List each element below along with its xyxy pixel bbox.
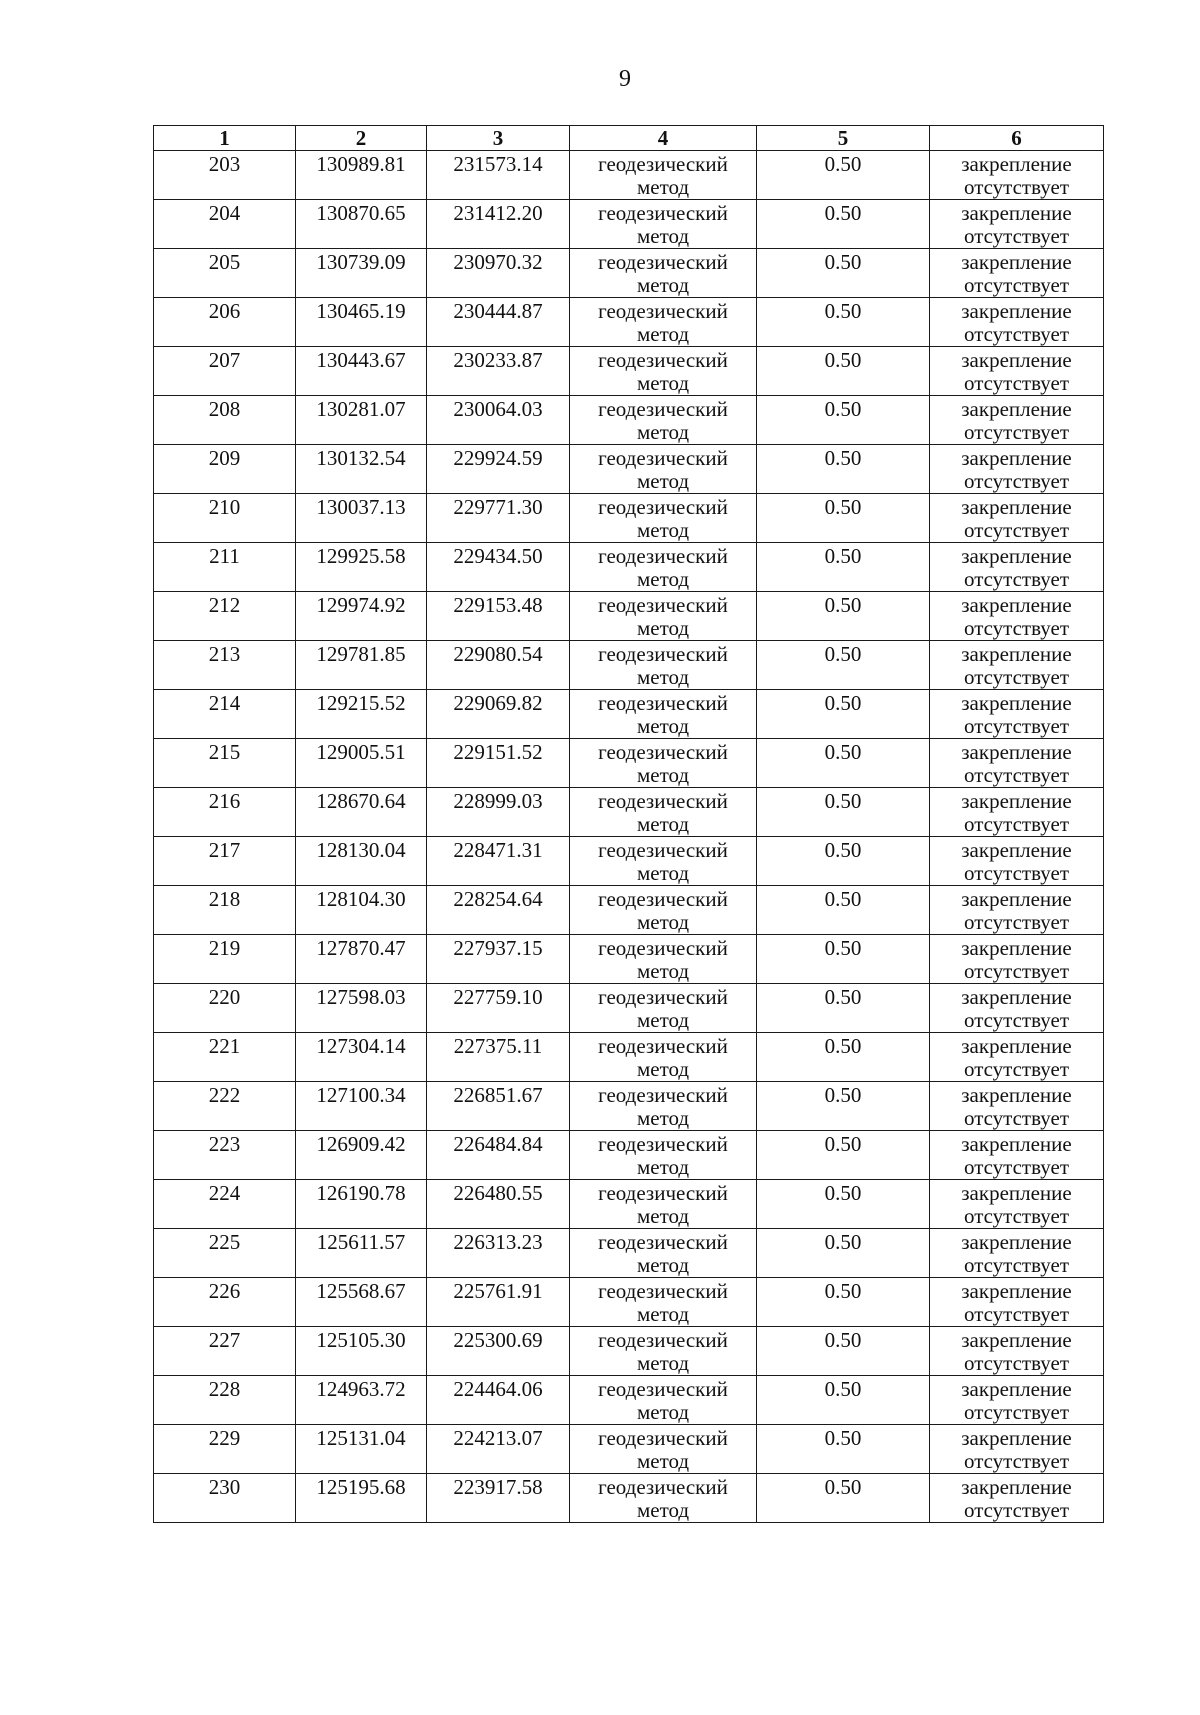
fixation-cell: закрепление отсутствует	[930, 445, 1104, 494]
fixation-cell: закрепление отсутствует	[930, 1425, 1104, 1474]
method-cell: геодезический метод	[570, 935, 757, 984]
x-coordinate-cell: 125131.04	[296, 1425, 427, 1474]
table-row	[154, 886, 1104, 935]
header-col-4: 4	[570, 126, 757, 151]
method-cell: геодезический метод	[570, 347, 757, 396]
accuracy-cell: 0.50	[757, 837, 930, 886]
y-coordinate-cell: 230444.87	[427, 298, 570, 347]
fixation-cell: закрепление отсутствует	[930, 1082, 1104, 1131]
method-cell: геодезический метод	[570, 543, 757, 592]
x-coordinate-cell: 125195.68	[296, 1474, 427, 1523]
accuracy-cell: 0.50	[757, 445, 930, 494]
method-cell: геодезический метод	[570, 1278, 757, 1327]
x-coordinate-cell: 127870.47	[296, 935, 427, 984]
y-coordinate-cell: 226484.84	[427, 1131, 570, 1180]
x-coordinate-cell: 129925.58	[296, 543, 427, 592]
method-cell: геодезический метод	[570, 1474, 757, 1523]
point-number-cell: 207	[154, 347, 296, 396]
point-number-cell: 211	[154, 543, 296, 592]
y-coordinate-cell: 229434.50	[427, 543, 570, 592]
point-number-cell: 212	[154, 592, 296, 641]
fixation-cell: закрепление отсутствует	[930, 151, 1104, 200]
method-cell: геодезический метод	[570, 249, 757, 298]
y-coordinate-cell: 225300.69	[427, 1327, 570, 1376]
fixation-cell: закрепление отсутствует	[930, 641, 1104, 690]
fixation-cell: закрепление отсутствует	[930, 935, 1104, 984]
y-coordinate-cell: 224464.06	[427, 1376, 570, 1425]
fixation-cell: закрепление отсутствует	[930, 200, 1104, 249]
accuracy-cell: 0.50	[757, 249, 930, 298]
table-row	[154, 1033, 1104, 1082]
table-row	[154, 1474, 1104, 1523]
fixation-cell: закрепление отсутствует	[930, 494, 1104, 543]
y-coordinate-cell: 229151.52	[427, 739, 570, 788]
accuracy-cell: 0.50	[757, 641, 930, 690]
table-row	[154, 1327, 1104, 1376]
fixation-cell: закрепление отсутствует	[930, 690, 1104, 739]
accuracy-cell: 0.50	[757, 200, 930, 249]
y-coordinate-cell: 231412.20	[427, 200, 570, 249]
method-cell: геодезический метод	[570, 1180, 757, 1229]
table-row	[154, 1180, 1104, 1229]
fixation-cell: закрепление отсутствует	[930, 298, 1104, 347]
method-cell: геодезический метод	[570, 1082, 757, 1131]
fixation-cell: закрепление отсутствует	[930, 1376, 1104, 1425]
table-row	[154, 1425, 1104, 1474]
x-coordinate-cell: 130989.81	[296, 151, 427, 200]
point-number-cell: 222	[154, 1082, 296, 1131]
fixation-cell: закрепление отсутствует	[930, 837, 1104, 886]
x-coordinate-cell: 130739.09	[296, 249, 427, 298]
table-row	[154, 1131, 1104, 1180]
x-coordinate-cell: 127598.03	[296, 984, 427, 1033]
table-row	[154, 151, 1104, 200]
table-row	[154, 298, 1104, 347]
header-col-5: 5	[757, 126, 930, 151]
accuracy-cell: 0.50	[757, 592, 930, 641]
point-number-cell: 217	[154, 837, 296, 886]
method-cell: геодезический метод	[570, 1131, 757, 1180]
point-number-cell: 203	[154, 151, 296, 200]
point-number-cell: 224	[154, 1180, 296, 1229]
accuracy-cell: 0.50	[757, 1327, 930, 1376]
method-cell: геодезический метод	[570, 1033, 757, 1082]
point-number-cell: 219	[154, 935, 296, 984]
point-number-cell: 215	[154, 739, 296, 788]
y-coordinate-cell: 228254.64	[427, 886, 570, 935]
table-row	[154, 200, 1104, 249]
x-coordinate-cell: 129005.51	[296, 739, 427, 788]
table-row	[154, 641, 1104, 690]
point-number-cell: 220	[154, 984, 296, 1033]
y-coordinate-cell: 230233.87	[427, 347, 570, 396]
y-coordinate-cell: 224213.07	[427, 1425, 570, 1474]
fixation-cell: закрепление отсутствует	[930, 249, 1104, 298]
y-coordinate-cell: 229771.30	[427, 494, 570, 543]
header-col-1: 1	[154, 126, 296, 151]
table-body	[154, 151, 1104, 1523]
y-coordinate-cell: 230970.32	[427, 249, 570, 298]
y-coordinate-cell: 227759.10	[427, 984, 570, 1033]
y-coordinate-cell: 228471.31	[427, 837, 570, 886]
point-number-cell: 223	[154, 1131, 296, 1180]
accuracy-cell: 0.50	[757, 1229, 930, 1278]
point-number-cell: 225	[154, 1229, 296, 1278]
y-coordinate-cell: 223917.58	[427, 1474, 570, 1523]
table-row	[154, 984, 1104, 1033]
accuracy-cell: 0.50	[757, 1082, 930, 1131]
table-row	[154, 935, 1104, 984]
accuracy-cell: 0.50	[757, 1376, 930, 1425]
accuracy-cell: 0.50	[757, 984, 930, 1033]
point-number-cell: 213	[154, 641, 296, 690]
method-cell: геодезический метод	[570, 151, 757, 200]
x-coordinate-cell: 130132.54	[296, 445, 427, 494]
x-coordinate-cell: 125611.57	[296, 1229, 427, 1278]
method-cell: геодезический метод	[570, 837, 757, 886]
y-coordinate-cell: 226851.67	[427, 1082, 570, 1131]
point-number-cell: 216	[154, 788, 296, 837]
method-cell: геодезический метод	[570, 690, 757, 739]
x-coordinate-cell: 125568.67	[296, 1278, 427, 1327]
point-number-cell: 209	[154, 445, 296, 494]
accuracy-cell: 0.50	[757, 1180, 930, 1229]
point-number-cell: 229	[154, 1425, 296, 1474]
fixation-cell: закрепление отсутствует	[930, 1278, 1104, 1327]
table-row	[154, 837, 1104, 886]
table-header	[154, 126, 1104, 151]
fixation-cell: закрепление отсутствует	[930, 1229, 1104, 1278]
y-coordinate-cell: 231573.14	[427, 151, 570, 200]
fixation-cell: закрепление отсутствует	[930, 1180, 1104, 1229]
fixation-cell: закрепление отсутствует	[930, 1033, 1104, 1082]
accuracy-cell: 0.50	[757, 494, 930, 543]
point-number-cell: 205	[154, 249, 296, 298]
method-cell: геодезический метод	[570, 200, 757, 249]
point-number-cell: 227	[154, 1327, 296, 1376]
point-number-cell: 226	[154, 1278, 296, 1327]
y-coordinate-cell: 229924.59	[427, 445, 570, 494]
table-row	[154, 543, 1104, 592]
fixation-cell: закрепление отсутствует	[930, 1131, 1104, 1180]
x-coordinate-cell: 127304.14	[296, 1033, 427, 1082]
x-coordinate-cell: 130870.65	[296, 200, 427, 249]
x-coordinate-cell: 130465.19	[296, 298, 427, 347]
x-coordinate-cell: 126909.42	[296, 1131, 427, 1180]
method-cell: геодезический метод	[570, 494, 757, 543]
point-number-cell: 221	[154, 1033, 296, 1082]
fixation-cell: закрепление отсутствует	[930, 739, 1104, 788]
y-coordinate-cell: 229069.82	[427, 690, 570, 739]
accuracy-cell: 0.50	[757, 739, 930, 788]
fixation-cell: закрепление отсутствует	[930, 396, 1104, 445]
table-row	[154, 1376, 1104, 1425]
fixation-cell: закрепление отсутствует	[930, 984, 1104, 1033]
method-cell: геодезический метод	[570, 1229, 757, 1278]
y-coordinate-cell: 229080.54	[427, 641, 570, 690]
fixation-cell: закрепление отсутствует	[930, 592, 1104, 641]
table-row	[154, 396, 1104, 445]
accuracy-cell: 0.50	[757, 1474, 930, 1523]
header-col-2: 2	[296, 126, 427, 151]
page-number: 9	[619, 66, 631, 92]
table-row	[154, 788, 1104, 837]
header-row	[154, 126, 1104, 151]
y-coordinate-cell: 230064.03	[427, 396, 570, 445]
header-col-3: 3	[427, 126, 570, 151]
accuracy-cell: 0.50	[757, 1131, 930, 1180]
x-coordinate-cell: 129781.85	[296, 641, 427, 690]
y-coordinate-cell: 228999.03	[427, 788, 570, 837]
method-cell: геодезический метод	[570, 1425, 757, 1474]
fixation-cell: закрепление отсутствует	[930, 1474, 1104, 1523]
method-cell: геодезический метод	[570, 984, 757, 1033]
x-coordinate-cell: 130443.67	[296, 347, 427, 396]
accuracy-cell: 0.50	[757, 788, 930, 837]
accuracy-cell: 0.50	[757, 298, 930, 347]
x-coordinate-cell: 129974.92	[296, 592, 427, 641]
method-cell: геодезический метод	[570, 641, 757, 690]
accuracy-cell: 0.50	[757, 690, 930, 739]
point-number-cell: 206	[154, 298, 296, 347]
method-cell: геодезический метод	[570, 739, 757, 788]
y-coordinate-cell: 226480.55	[427, 1180, 570, 1229]
table-row	[154, 1082, 1104, 1131]
fixation-cell: закрепление отсутствует	[930, 788, 1104, 837]
point-number-cell: 230	[154, 1474, 296, 1523]
x-coordinate-cell: 128670.64	[296, 788, 427, 837]
x-coordinate-cell: 129215.52	[296, 690, 427, 739]
accuracy-cell: 0.50	[757, 347, 930, 396]
x-coordinate-cell: 125105.30	[296, 1327, 427, 1376]
x-coordinate-cell: 130037.13	[296, 494, 427, 543]
method-cell: геодезический метод	[570, 886, 757, 935]
point-number-cell: 228	[154, 1376, 296, 1425]
y-coordinate-cell: 227937.15	[427, 935, 570, 984]
coordinates-table	[153, 125, 1104, 1523]
method-cell: геодезический метод	[570, 592, 757, 641]
table-row	[154, 739, 1104, 788]
fixation-cell: закрепление отсутствует	[930, 1327, 1104, 1376]
table-row	[154, 592, 1104, 641]
method-cell: геодезический метод	[570, 1376, 757, 1425]
x-coordinate-cell: 124963.72	[296, 1376, 427, 1425]
x-coordinate-cell: 126190.78	[296, 1180, 427, 1229]
accuracy-cell: 0.50	[757, 1033, 930, 1082]
accuracy-cell: 0.50	[757, 935, 930, 984]
table-row	[154, 249, 1104, 298]
method-cell: геодезический метод	[570, 1327, 757, 1376]
fixation-cell: закрепление отсутствует	[930, 543, 1104, 592]
fixation-cell: закрепление отсутствует	[930, 886, 1104, 935]
table-row	[154, 1229, 1104, 1278]
y-coordinate-cell: 226313.23	[427, 1229, 570, 1278]
table-row	[154, 494, 1104, 543]
table-row	[154, 445, 1104, 494]
table-row	[154, 1278, 1104, 1327]
header-col-6: 6	[930, 126, 1104, 151]
method-cell: геодезический метод	[570, 396, 757, 445]
y-coordinate-cell: 227375.11	[427, 1033, 570, 1082]
x-coordinate-cell: 130281.07	[296, 396, 427, 445]
y-coordinate-cell: 229153.48	[427, 592, 570, 641]
table-row	[154, 347, 1104, 396]
x-coordinate-cell: 128130.04	[296, 837, 427, 886]
method-cell: геодезический метод	[570, 298, 757, 347]
point-number-cell: 218	[154, 886, 296, 935]
y-coordinate-cell: 225761.91	[427, 1278, 570, 1327]
point-number-cell: 210	[154, 494, 296, 543]
fixation-cell: закрепление отсутствует	[930, 347, 1104, 396]
accuracy-cell: 0.50	[757, 1278, 930, 1327]
accuracy-cell: 0.50	[757, 543, 930, 592]
point-number-cell: 208	[154, 396, 296, 445]
point-number-cell: 214	[154, 690, 296, 739]
method-cell: геодезический метод	[570, 788, 757, 837]
accuracy-cell: 0.50	[757, 1425, 930, 1474]
accuracy-cell: 0.50	[757, 151, 930, 200]
table-row	[154, 690, 1104, 739]
method-cell: геодезический метод	[570, 445, 757, 494]
x-coordinate-cell: 127100.34	[296, 1082, 427, 1131]
point-number-cell: 204	[154, 200, 296, 249]
accuracy-cell: 0.50	[757, 396, 930, 445]
x-coordinate-cell: 128104.30	[296, 886, 427, 935]
accuracy-cell: 0.50	[757, 886, 930, 935]
